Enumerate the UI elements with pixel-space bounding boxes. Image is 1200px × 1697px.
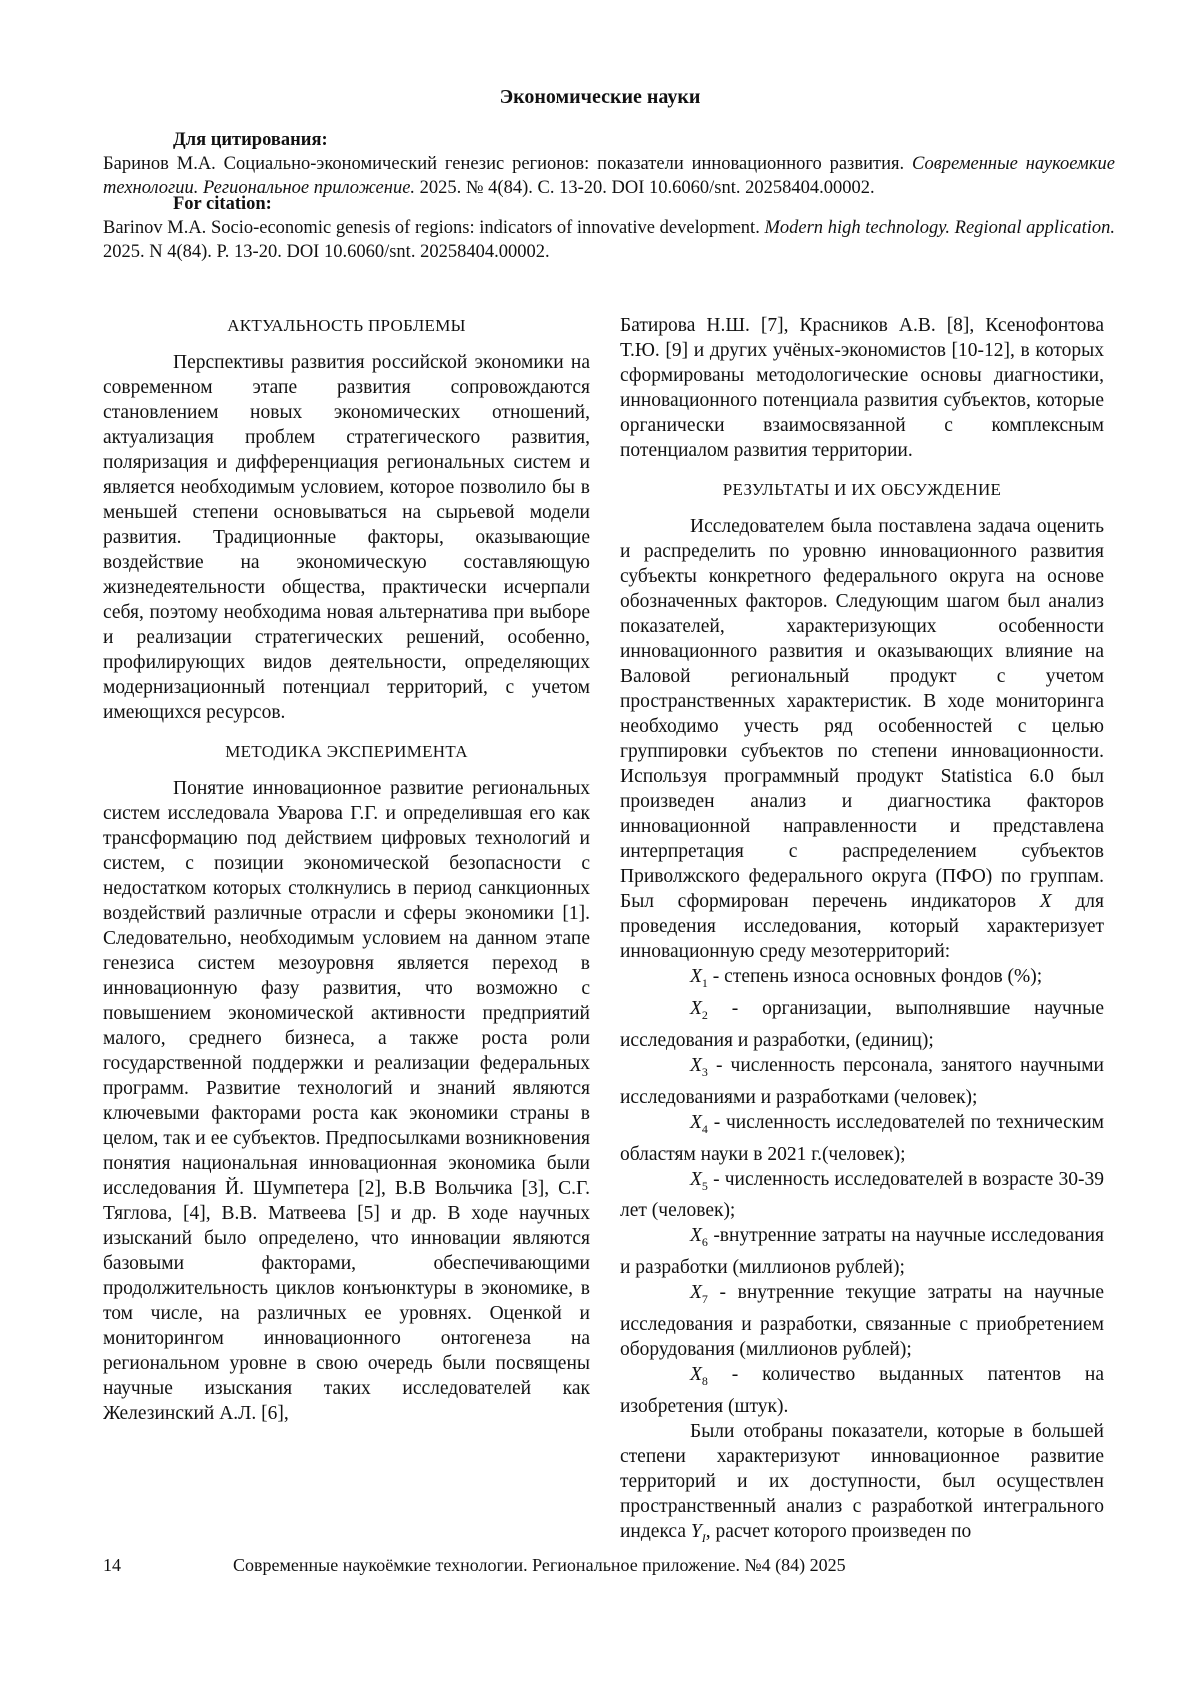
indicator-text: - организации, выполнявшие научные исследования и разработки, (единиц); — [620, 997, 1104, 1051]
indicator-text: - степень износа основных фондов (%); — [707, 966, 1043, 987]
indicator-subscript: 3 — [701, 1064, 708, 1079]
indicator-symbol: X — [690, 966, 702, 987]
left-column — [103, 313, 590, 1426]
indicator-subscript: 5 — [701, 1178, 708, 1193]
citation-en-journal: Modern high technology. Regional application. — [764, 218, 1115, 238]
indicator-subscript: 8 — [701, 1374, 708, 1389]
citation-en-details: 2025. N 4(84). P. 13-20. DOI 10.6060/snt. 20258404.00002. — [103, 242, 550, 262]
results-text-b: для проведения исследования, который характеризует инновационную среду мезотерриторий: — [620, 891, 1104, 962]
indicator-text: - количество выданных патентов на изобретения (штук). — [620, 1364, 1104, 1418]
indicator-item — [620, 1223, 1104, 1280]
symbol-y: Y — [690, 1521, 702, 1543]
indicator-subscript: 4 — [701, 1121, 708, 1136]
indicator-symbol: X — [690, 1282, 702, 1304]
citation-ru-details: 2025. № 4(84). С. 13-20. DOI 10.6060/snt. 20258404.00002. — [415, 178, 875, 198]
footer-journal: Современные наукоёмкие технологии. Региональное приложение. №4 (84) 2025 — [233, 1555, 846, 1575]
indicator-item — [620, 964, 1104, 996]
indicator-text: - внутренние текущие затраты на научные исследования и разработки, связанные с приобретением оборудования (миллионов рублей); — [620, 1282, 1104, 1361]
symbol-y-sub: I — [701, 1531, 706, 1546]
paragraph-results — [620, 514, 1104, 964]
citation-ru-text: Баринов М.А. Социально-экономический генезис регионов: показатели инновационного развития. — [103, 154, 912, 174]
indicator-subscript: 1 — [701, 975, 708, 990]
citation-en-body — [103, 216, 1115, 264]
heading-method: МЕТОДИКА ЭКСПЕРИМЕНТА — [225, 742, 468, 761]
citation-en-label: For citation: — [173, 194, 272, 214]
citation-en-text: Barinov M.A. Socio-economic genesis of regions: indicators of innovative development. — [103, 218, 765, 238]
paragraph-relevance: Перспективы развития российской экономики на современном этапе развития сопровождаются становлением новых экономических отношений, актуализация проблем стратегического развития, поляризация и дифференциация региональных систем и является необходимым условием, которое позволило бы в меньшей степени основываться на сырьевой модели развития. Традиционные факторы, оказывающие воздействие на экономическую составляющую жизнедеятельности общества, практически исчерпали себя, поэтому необходима новая альтернатива при выборе и реализации стратегических решений, особенно, профилирующих видов деятельности, определяющих модернизационный потенциал территорий, с учетом имеющихся ресурсов. — [103, 352, 590, 723]
indicator-text: - численность исследователей по техническим областям науки в 2021 г.(человек); — [620, 1111, 1104, 1165]
indicator-list — [620, 964, 1104, 1419]
citation-ru — [103, 128, 1115, 200]
index-text-a: Были отобраны показатели, которые в большей степени характеризуют инновационное развитие территорий и их доступности, был осуществлен пространственный анализ с разработкой интегрального индекса — [620, 1421, 1104, 1543]
indicator-text: - численность исследователей в возрасте 30-39 лет (человек); — [620, 1168, 1104, 1222]
indicator-item — [620, 1110, 1104, 1167]
right-column — [620, 313, 1104, 1551]
paragraph-continued: Батирова Н.Ш. [7], Красников А.В. [8], Ксенофонтова Т.Ю. [9] и других учёных-экономистов [10-12], в которых сформированы методологические основы диагностики, инновационного потенциала развития субъектов, которые органически взаимосвязанной с комплексным потенциалом развития территории. — [620, 315, 1104, 461]
indicator-symbol: X — [690, 997, 702, 1019]
indicator-symbol: X — [690, 1364, 702, 1386]
heading-relevance: АКТУАЛЬНОСТЬ ПРОБЛЕМЫ — [227, 316, 466, 335]
section-header: Экономические науки — [499, 86, 701, 108]
indicator-symbol: X — [690, 1168, 702, 1190]
indicator-subscript: 2 — [701, 1007, 708, 1022]
indicator-item — [620, 1053, 1104, 1110]
citation-ru-journal: Современные наукоемкие технологии. Региональное приложение. — [103, 154, 1115, 198]
indicator-symbol: X — [690, 1054, 702, 1076]
indicator-text: -внутренние затраты на научные исследования и разработки (миллионов рублей); — [620, 1225, 1104, 1279]
indicator-subscript: 7 — [701, 1292, 708, 1307]
indicator-symbol: X — [690, 1225, 702, 1247]
citation-ru-label: Для цитирования: — [173, 130, 328, 150]
index-text-b: , расчет которого произведен по — [705, 1521, 972, 1543]
indicator-text: - численность персонала, занятого научными исследованиями и разработками (человек); — [620, 1054, 1104, 1108]
symbol-x: X — [1039, 891, 1052, 912]
paragraph-index — [620, 1419, 1104, 1551]
indicator-symbol: X — [690, 1111, 702, 1133]
indicator-item — [620, 996, 1104, 1053]
results-text-a: Исследователем была поставлена задача оценить и распределить по уровню инновационного развития субъекты конкретного федерального округа на основе обозначенных факторов. Следующим шагом был анализ показателей, характеризующих особенности инновационного развития и оказывающих влияние на Валовой региональный продукт с учетом пространственных характеристик. В ходе мониторинга необходимо учесть ряд особенностей с целью группировки субъектов по степени инновационности. Используя программный продукт Statistica 6.0 был произведен анализ и диагностика факторов инновационной направленности и представлена интерпретация с распределением субъектов Приволжского федерального округа (ПФО) по группам. Был сформирован перечень индикаторов — [620, 516, 1104, 912]
indicator-item — [620, 1362, 1104, 1419]
indicator-item — [620, 1167, 1104, 1224]
page-number: 14 — [103, 1555, 121, 1575]
heading-results: РЕЗУЛЬТАТЫ И ИХ ОБСУЖДЕНИЕ — [722, 480, 1002, 499]
paragraph-method: Понятие инновационное развитие региональных систем исследовала Уварова Г.Г. и определившая его как трансформацию под действием цифровых технологий и систем, с позиции экономической безопасности с недостатком которых столкнулись в период санкционных воздействий различные отрасли и сферы экономики [1]. Следовательно, необходимым условием на данном этапе генезиса систем мезоуровня является переход в инновационную фазу развития, что возможно с повышением экономической активности предприятий малого, среднего бизнеса, а также роста роли государственной поддержки и реализации федеральных программ. Развитие технологий и знаний являются ключевыми факторами роста как экономики страны в целом, так и ее субъектов. Предпосылками возникновения понятия национальная инновационная экономика были исследования Й. Шумпетера [2], В.В Вольчика [3], С.Г. Тяглова, [4], В.В. Матвеева [5] и др. В ходе научных изысканий было определено, что инновации являются базовыми факторами, обеспечивающими продолжительность циклов конъюнктуры в экономике, в том числе, на различных ее уровнях. Оценкой и мониторингом инновационного онтогенеза на региональном уровне в свою очередь были посвящены научные изыскания таких исследователей как Железинский А.Л. [6], — [103, 778, 590, 1424]
citation-en — [103, 192, 1115, 264]
indicator-subscript: 6 — [701, 1235, 708, 1250]
indicator-item — [620, 1280, 1104, 1362]
